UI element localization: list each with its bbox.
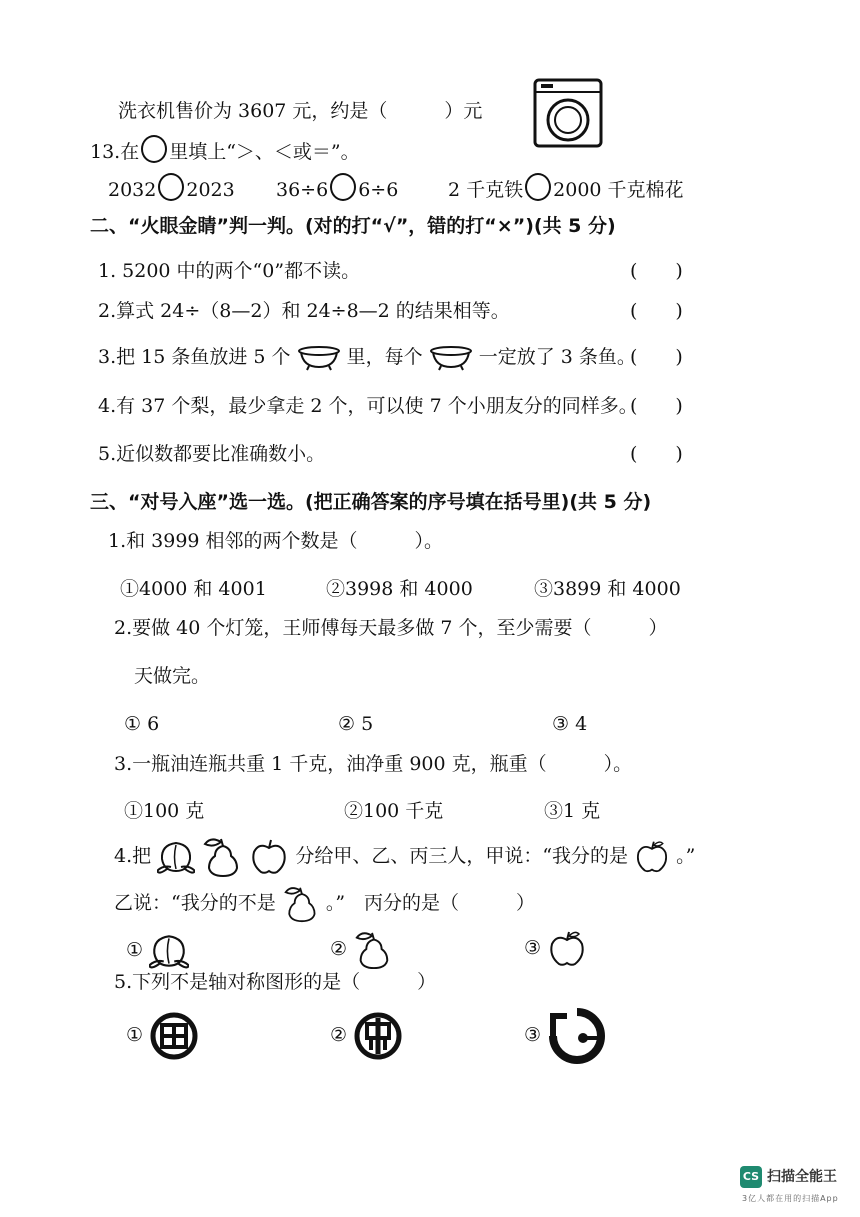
choice-q5: 5.下列不是轴对称图形的是（ ） <box>114 971 437 993</box>
choice-q4-c: 。” <box>676 845 696 867</box>
spiral-logo-icon <box>547 1008 607 1064</box>
choice-q5-option-1-label: ① <box>126 1024 144 1046</box>
peach-icon <box>157 837 195 877</box>
pear-icon <box>282 884 320 924</box>
scanner-app-logo: CS <box>740 1166 762 1188</box>
q13-line <box>90 135 360 165</box>
choice-q4-option-3-label: ③ <box>524 937 542 959</box>
q13-suffix: 里填上“＞、＜或＝”。 <box>169 141 360 163</box>
choice-q4-b: 分给甲、乙、丙三人，甲说：“我分的是 <box>295 845 629 867</box>
pear-icon <box>353 930 393 970</box>
choice-q4-line2 <box>114 884 535 924</box>
peach-icon <box>149 930 189 972</box>
choice-q4-e: 。” 丙分的是（ ） <box>325 892 536 914</box>
compare-3-right: 2000 千克棉花 <box>553 179 684 201</box>
judge-item-3-a: 3.把 15 条鱼放进 5 个 <box>98 346 291 368</box>
scanner-app-name: 扫描全能王 <box>767 1169 837 1185</box>
choice-q5-option-3[interactable] <box>524 1008 607 1064</box>
choice-q1-option-1[interactable]: ①4000 和 4001 <box>120 578 267 600</box>
choice-q4 <box>114 836 695 878</box>
compare-1-right: 2023 <box>186 179 235 201</box>
choice-q1-option-3[interactable]: ③3899 和 4000 <box>534 578 681 600</box>
judge-answer-3[interactable]: ( ) <box>630 346 683 368</box>
scanner-app-tagline: 3亿人都在用的扫描App <box>742 1194 839 1203</box>
compare-2-right: 6÷6 <box>358 179 399 201</box>
choice-q3-option-1[interactable]: ①100 克 <box>124 800 205 822</box>
section2-title: 二、“火眼金睛”判一判。(对的打“√”，错的打“×”)(共 5 分) <box>90 215 616 237</box>
bank-logo-icon <box>353 1012 403 1060</box>
compare-3-circle[interactable] <box>525 173 551 201</box>
choice-q5-option-1[interactable] <box>126 1012 199 1060</box>
choice-q3-option-3[interactable]: ③1 克 <box>544 800 601 822</box>
choice-q4-d: 乙说：“我分的不是 <box>114 892 276 914</box>
choice-q3: 3.一瓶油连瓶共重 1 千克，油净重 900 克，瓶重（ ）。 <box>114 753 633 775</box>
judge-answer-5[interactable]: ( ) <box>630 443 683 465</box>
choice-q4-option-3[interactable] <box>524 930 587 968</box>
apple-icon <box>547 930 587 968</box>
judge-item-1: 1. 5200 中的两个“0”都不读。 <box>98 260 361 282</box>
choice-q2-option-3[interactable]: ③ 4 <box>552 713 588 735</box>
choice-q2-cont: 天做完。 <box>134 665 211 687</box>
choice-q1: 1.和 3999 相邻的两个数是（ ）。 <box>108 530 444 552</box>
compare-1-circle[interactable] <box>158 173 184 201</box>
judge-answer-2[interactable]: ( ) <box>630 300 683 322</box>
fish-bowl-icon <box>429 345 473 371</box>
apple-icon <box>249 838 289 876</box>
compare-1 <box>108 173 235 203</box>
section3-title: 三、“对号入座”选一选。(把正确答案的序号填在括号里)(共 5 分) <box>90 491 652 513</box>
choice-q4-option-2[interactable] <box>330 930 393 970</box>
choice-q4-option-1[interactable] <box>126 930 189 972</box>
compare-2-left: 36÷6 <box>276 179 329 201</box>
choice-q5-option-2[interactable] <box>330 1012 403 1060</box>
judge-answer-4[interactable]: ( ) <box>630 395 683 417</box>
bank-logo-icon <box>149 1012 199 1060</box>
choice-q1-option-2[interactable]: ②3998 和 4000 <box>326 578 473 600</box>
compare-2 <box>276 173 398 203</box>
judge-item-3 <box>98 344 636 371</box>
judge-item-3-c: 一定放了 3 条鱼。 <box>478 346 636 368</box>
q13-prefix: 13.在 <box>90 141 140 163</box>
compare-circle[interactable] <box>141 135 167 163</box>
choice-q4-option-1-label: ① <box>126 939 144 961</box>
washing-machine-icon <box>533 78 603 148</box>
fish-bowl-icon <box>297 345 341 371</box>
judge-item-4: 4.有 37 个梨，最少拿走 2 个，可以使 7 个小朋友分的同样多。 <box>98 395 638 417</box>
choice-q4-option-2-label: ② <box>330 938 348 960</box>
compare-3 <box>448 173 684 203</box>
judge-item-3-b: 里，每个 <box>346 346 423 368</box>
judge-answer-1[interactable]: ( ) <box>630 260 683 282</box>
compare-1-left: 2032 <box>108 179 157 201</box>
judge-item-5: 5.近似数都要比准确数小。 <box>98 443 326 465</box>
choice-q5-option-2-label: ② <box>330 1024 348 1046</box>
choice-q2-option-1[interactable]: ① 6 <box>124 713 160 735</box>
judge-item-2: 2.算式 24÷（8—2）和 24÷8—2 的结果相等。 <box>98 300 510 322</box>
apple-icon <box>634 839 670 875</box>
choice-q2: 2.要做 40 个灯笼，王师傅每天最多做 7 个，至少需要（ ） <box>114 617 668 639</box>
compare-3-left: 2 千克铁 <box>448 179 524 201</box>
choice-q5-option-3-label: ③ <box>524 1024 542 1046</box>
choice-q4-a: 4.把 <box>114 845 152 867</box>
choice-q3-option-2[interactable]: ②100 千克 <box>344 800 444 822</box>
compare-2-circle[interactable] <box>330 173 356 201</box>
choice-q2-option-2[interactable]: ② 5 <box>338 713 374 735</box>
pear-icon <box>201 836 243 878</box>
washer-question: 洗衣机售价为 3607 元，约是（ ）元 <box>118 100 483 122</box>
